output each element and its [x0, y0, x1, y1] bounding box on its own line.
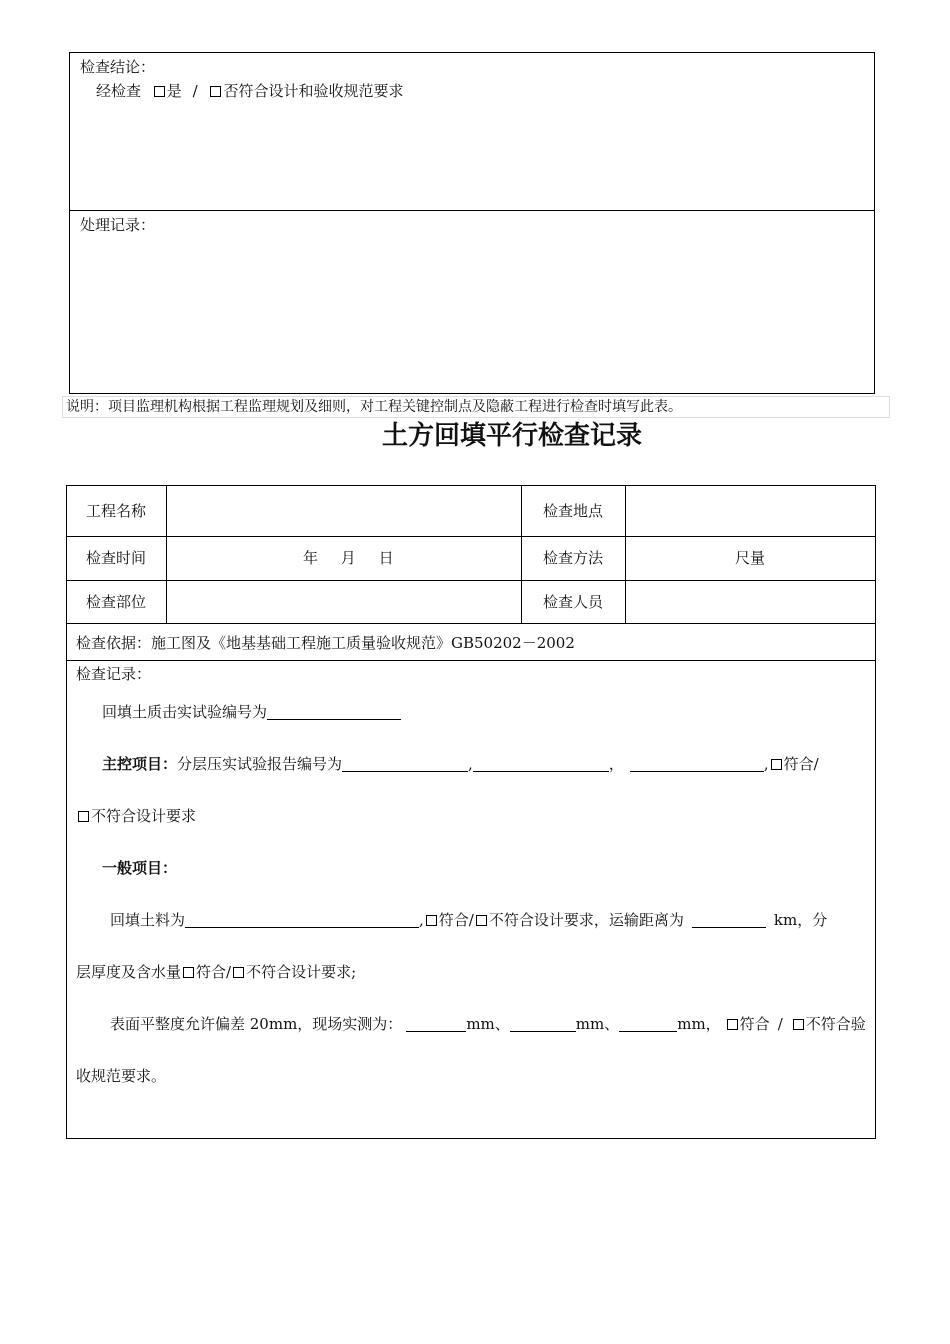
report-number-blank-1[interactable] [342, 757, 468, 772]
record-label: 检查记录： [76, 665, 152, 683]
part-label: 检查部位 [85, 593, 146, 611]
fill-material-text: 回填土料为 [110, 911, 186, 929]
layer-comply-checkbox[interactable] [183, 967, 194, 978]
yes-checkbox[interactable] [154, 86, 165, 97]
compaction-number-blank[interactable] [267, 705, 401, 720]
flat-not-comply-label: 不符合验 [805, 1015, 866, 1033]
main-items-line: 主控项目：分层压实试验报告编号为 , ， , 符合/ [102, 755, 819, 773]
note-text: 说明：项目监理机构根据工程监理规划及细则，对工程关键控制点及隐蔽工程进行检查时填写此表。 [66, 399, 682, 415]
location-label: 检查地点 [542, 502, 603, 520]
row-divider [66, 536, 876, 537]
time-label: 检查时间 [85, 549, 146, 567]
mm-3: mm， [677, 1015, 721, 1033]
project-name-label: 工程名称 [85, 502, 146, 520]
main-items-text: 分层压实试验报告编号为 [177, 755, 343, 773]
flat-sep: / [777, 1015, 783, 1033]
row-divider [66, 660, 876, 661]
general-items-label: 一般项目： [102, 859, 178, 877]
method-value: 尺量 [734, 549, 765, 567]
km-text: km，分 [773, 911, 828, 929]
date-field[interactable] [303, 551, 394, 566]
yes-label: 是 [166, 82, 182, 100]
fill-comply-checkbox[interactable] [426, 915, 437, 926]
conclusion-label: 检查结论： [80, 58, 156, 76]
staff-field[interactable] [626, 581, 875, 623]
layer-text: 层厚度及含水量 [76, 963, 182, 981]
flat-comply-label: 符合 [739, 1015, 770, 1033]
main-items-line-2 [76, 809, 196, 824]
flat-not-comply-checkbox[interactable] [793, 1019, 804, 1030]
flatness-end: 收规范要求。 [76, 1067, 167, 1085]
fill-comply-label: 符合/ [438, 911, 474, 929]
distance-blank[interactable] [692, 913, 766, 928]
handling-label: 处理记录： [80, 216, 156, 234]
no-checkbox[interactable] [210, 86, 221, 97]
day-label: 日 [378, 549, 394, 567]
flatness-blank-1[interactable] [406, 1017, 466, 1032]
main-not-comply-label: 不符合设计要求 [91, 807, 197, 825]
conclusion-section [69, 52, 875, 394]
fill-material-blank[interactable] [185, 913, 419, 928]
slash-separator: / [192, 82, 198, 100]
month-label: 月 [340, 549, 356, 567]
method-label: 检查方法 [542, 549, 603, 567]
main-not-comply-checkbox[interactable] [78, 811, 89, 822]
comma-sep: ， [608, 755, 624, 773]
compaction-line [102, 705, 401, 720]
report-number-blank-3[interactable] [630, 757, 764, 772]
row-divider [66, 623, 876, 624]
section-divider [69, 210, 875, 211]
page-title: 土方回填平行检查记录 [381, 421, 642, 451]
flatness-blank-3[interactable] [619, 1017, 677, 1032]
main-items-label: 主控项目： [102, 755, 178, 773]
flatness-line [110, 1017, 866, 1032]
layer-not-comply-label: 不符合设计要求; [246, 963, 357, 981]
main-comply-label: 符合/ [783, 755, 819, 773]
year-label: 年 [303, 549, 319, 567]
flatness-text: 表面平整度允许偏差 20mm，现场实测为： [110, 1015, 403, 1033]
location-field[interactable] [626, 486, 875, 536]
flat-comply-checkbox[interactable] [727, 1019, 738, 1030]
basis-text: 检查依据：施工图及《地基基础工程施工质量验收规范》GB50202－2002 [76, 634, 575, 652]
layer-not-comply-checkbox[interactable] [233, 967, 244, 978]
staff-label: 检查人员 [542, 593, 603, 611]
layer-comply-label: 符合/ [196, 963, 232, 981]
conclusion-text [96, 84, 403, 99]
compaction-text: 回填土质击实试验编号为 [102, 703, 268, 721]
conclusion-prefix: 经检查 [96, 82, 142, 100]
fill-not-comply-label: 不符合设计要求，运输距离为 [488, 911, 684, 929]
fill-material-line: 回填土料为 , 符合/ 不符合设计要求，运输距离为 km，分 [110, 911, 828, 929]
no-label: 否符合设计和验收规范要求 [223, 82, 404, 100]
layer-line [76, 965, 356, 980]
main-comply-checkbox[interactable] [771, 759, 782, 770]
flatness-blank-2[interactable] [510, 1017, 576, 1032]
mm-1: mm、 [466, 1015, 510, 1033]
project-name-field[interactable] [167, 486, 521, 536]
report-number-blank-2[interactable] [473, 757, 609, 772]
part-field[interactable] [167, 581, 521, 623]
mm-2: mm、 [575, 1015, 620, 1033]
fill-not-comply-checkbox[interactable] [476, 915, 487, 926]
